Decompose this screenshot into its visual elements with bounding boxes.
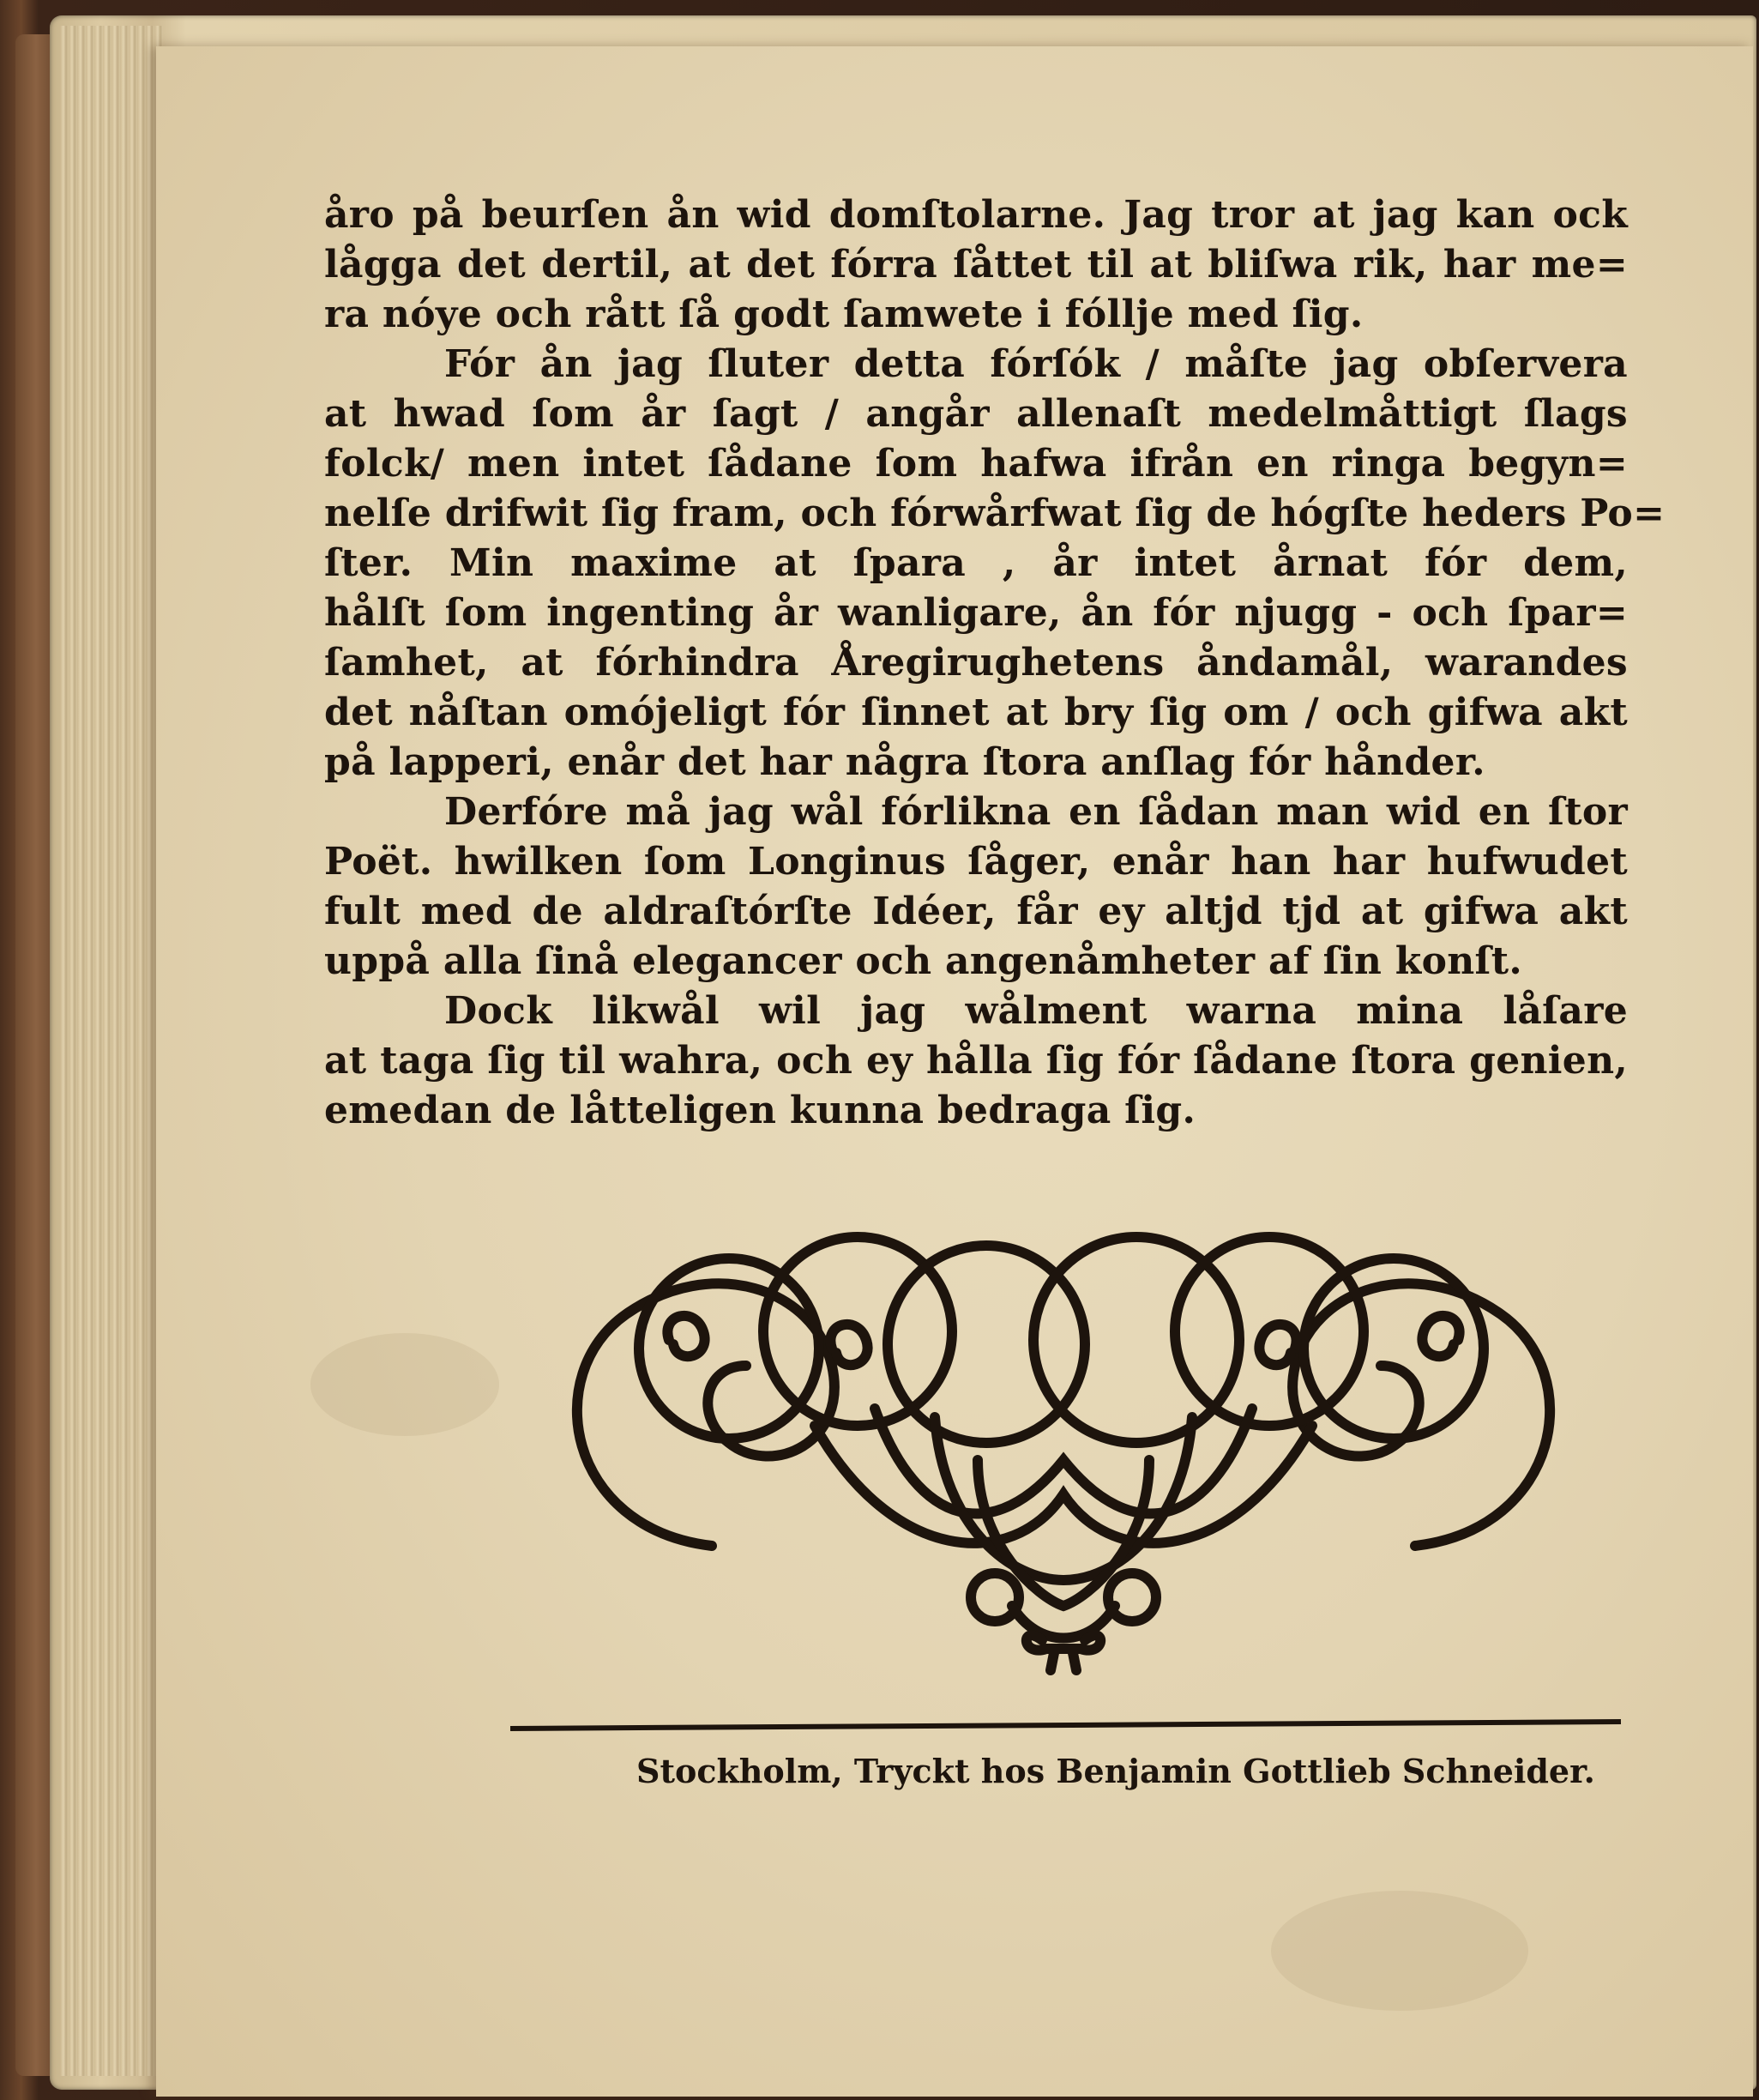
text-line: åro på beurſen ån wid domſtolarne. Jag tror at jag kan ock	[324, 193, 1628, 237]
text-line: fult med de aldraſtórſte Idéer, får ey altjd tjd at gifwa akt	[324, 890, 1628, 933]
text-line: ſamhet, at fórhindra Åregirughetens åndamål, warandes	[324, 641, 1628, 685]
text-line: ra nóye och rått ſå godt ſamwete i fóllje med ſig.	[324, 293, 1364, 336]
text-line: Fór ån jag ſluter detta fórſók / måſte jag obſervera	[444, 342, 1628, 386]
decorative-scroll-ornament	[532, 1203, 1595, 1683]
paper-stain	[310, 1333, 499, 1436]
text-line: emedan de låtteligen kunna bedraga ſig.	[324, 1089, 1196, 1132]
text-line: det nåſtan omójeligt fór ſinnet at bry ſig om / och gifwa akt	[324, 691, 1628, 734]
text-line: ſter. Min maxime at ſpara , år intet årnat fór dem,	[324, 541, 1628, 585]
text-line: at taga ſig til wahra, och ey hålla ſig fór ſådane ſtora genien,	[324, 1039, 1628, 1083]
body-text	[324, 190, 1666, 1136]
text-line: lågga det dertil, at det fórra ſåttet til at bliſwa rik, har me=	[324, 243, 1628, 287]
text-line: Poët. hwilken ſom Longinus ſåger, enår han har hufwudet	[324, 840, 1628, 884]
paper-stain	[1271, 1891, 1528, 2011]
text-line: at hwad ſom år ſagt / angår allenaſt medelmåttigt ſlags	[324, 392, 1628, 436]
text-line: Dock likwål wil jag wålment warna mina låſare	[444, 989, 1628, 1033]
text-line: nelſe drifwit ſig fram, och fórwårfwat ſig de hógſte heders Po=	[324, 492, 1666, 535]
printer-imprint: Stockholm, Tryckt hos Benjamin Gottlieb Schneider.	[636, 1752, 1595, 1790]
text-line: på lapperi, enår det har några ſtora anſlag fór hånder.	[324, 740, 1485, 784]
text-line: folck/ men intet ſådane ſom hafwa ifrån en ringa begyn=	[324, 442, 1628, 486]
text-line: Derfóre må jag wål fórlikna en ſådan man wid en ſtor	[444, 790, 1628, 834]
text-line: uppå alla ſinå elegancer och angenåmheter af ſin konſt.	[324, 939, 1522, 983]
text-line: hålſt ſom ingenting år wanligare, ån fór njugg - och ſpar=	[324, 591, 1628, 635]
page-edges	[60, 26, 163, 2076]
